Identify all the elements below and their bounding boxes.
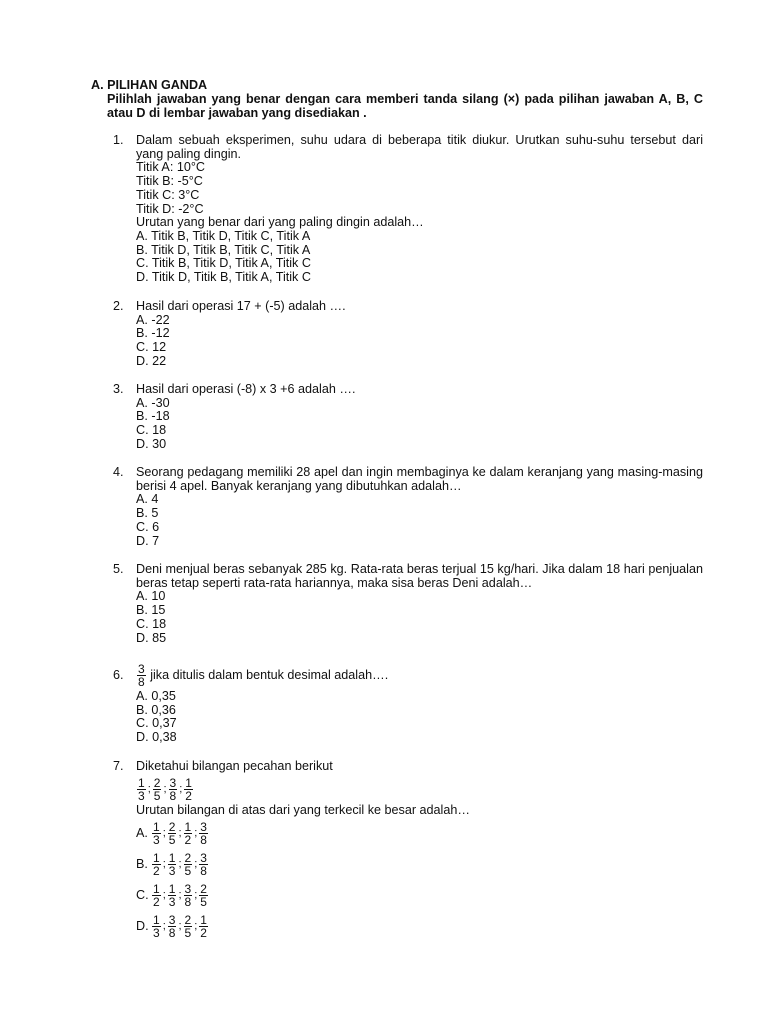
- fraction-numerator: 1: [153, 850, 160, 865]
- fraction-separator: ;: [163, 783, 167, 796]
- fraction-separator: ;: [162, 888, 166, 901]
- section-header: [91, 78, 703, 120]
- question-text: [136, 660, 703, 690]
- answer-option: B. 15: [136, 603, 166, 618]
- fraction-numerator: 1: [153, 881, 160, 896]
- fraction-denominator: 8: [168, 925, 176, 940]
- question-4: [113, 466, 703, 548]
- fraction-denominator: 8: [184, 894, 192, 909]
- fraction-denominator: 5: [184, 925, 192, 940]
- fraction: [184, 914, 193, 939]
- fraction-numerator: 1: [200, 912, 207, 927]
- question-number: 4.: [113, 465, 124, 479]
- fraction-denominator: 5: [184, 863, 192, 878]
- fraction-separator: ;: [178, 888, 182, 901]
- fraction: [184, 821, 193, 846]
- question-text: Seorang pedagang memiliki 28 apel dan ingin membaginya ke dalam keranjang yang masing-masing berisi 4 apel. Banyak keranjang yang dibutuhkan adalah…: [136, 465, 703, 493]
- fraction: [199, 821, 208, 846]
- answer-option: D. $\frac{1}{3}$ ; $\frac{3}{8}$ ; $\frac{2}{5}$ ; $\frac{1}{2}$: [136, 912, 207, 940]
- fraction-separator: ;: [178, 857, 182, 870]
- fraction-denominator: 3: [168, 863, 176, 878]
- fraction-separator: ;: [178, 919, 182, 932]
- fraction-denominator: 8: [138, 675, 145, 690]
- answer-option: D. 22: [136, 353, 167, 368]
- question-text: Titik A: 10°C: [136, 160, 205, 175]
- fraction-separator: ;: [162, 826, 166, 839]
- fraction-separator: ;: [194, 857, 198, 870]
- fraction: [152, 914, 161, 939]
- answer-option: B. $\frac{1}{2}$ ; $\frac{1}{3}$ ; $\frac{2}{5}$ ; $\frac{3}{8}$: [136, 850, 207, 878]
- fraction: [168, 914, 177, 939]
- fraction-numerator: 1: [153, 912, 160, 927]
- answer-option: D. 7: [136, 533, 160, 548]
- given-fractions: [136, 774, 703, 804]
- fraction-denominator: 5: [200, 894, 207, 909]
- answer-option: B. 0,36: [136, 702, 176, 717]
- fraction-separator: ;: [194, 826, 198, 839]
- answer-option: C. Titik B, Titik D, Titik A, Titik C: [136, 256, 311, 271]
- answer-option: D. 85: [136, 630, 167, 645]
- fraction-numerator: 1: [138, 775, 145, 790]
- answer-option: A. 10: [136, 589, 166, 604]
- fraction-denominator: 3: [168, 894, 176, 909]
- fraction-denominator: 2: [185, 788, 192, 803]
- fraction-separator: ;: [162, 919, 166, 932]
- fraction-numerator: 3: [200, 819, 207, 834]
- fraction-numerator: 1: [184, 819, 192, 834]
- answer-option: D. 0,38: [136, 730, 177, 745]
- question-number: 3.: [113, 382, 124, 396]
- fraction: [168, 821, 177, 846]
- fraction: [168, 883, 177, 908]
- fraction-numerator: 1: [168, 881, 176, 896]
- question-text: Urutan bilangan di atas dari yang terkecil ke besar adalah…: [136, 802, 470, 817]
- answer-option: C. 18: [136, 423, 167, 438]
- fraction: [199, 852, 208, 877]
- fraction-denominator: 5: [168, 832, 176, 847]
- section-title: A. PILIHAN GANDA: [91, 78, 208, 92]
- fraction: [152, 883, 161, 908]
- fraction-numerator: 3: [168, 912, 176, 927]
- answer-option: C. 6: [136, 519, 160, 534]
- fraction-numerator: 2: [184, 850, 192, 865]
- question-text: Diketahui bilangan pecahan berikut: [136, 759, 333, 773]
- fraction-numerator: 3: [138, 662, 145, 677]
- fraction-numerator: 2: [168, 819, 176, 834]
- fraction: [168, 852, 177, 877]
- fraction-numerator: 2: [153, 775, 161, 790]
- fraction-separator: ;: [194, 919, 198, 932]
- fraction-separator: ;: [194, 888, 198, 901]
- fraction-denominator: 8: [169, 788, 177, 803]
- fraction-numerator: 1: [185, 775, 192, 790]
- answer-option: A. 4: [136, 492, 159, 507]
- fraction-numerator: 2: [200, 881, 207, 896]
- question-number: 2.: [113, 299, 124, 313]
- fraction-numerator: 3: [184, 881, 192, 896]
- question-text: Urutan yang benar dari yang paling dingin adalah…: [136, 215, 424, 230]
- fraction: [152, 852, 161, 877]
- question-text: Titik C: 3°C: [136, 187, 200, 202]
- fraction-separator: ;: [179, 783, 183, 796]
- fraction: [184, 777, 193, 802]
- fraction-separator: ;: [162, 857, 166, 870]
- fraction: [199, 883, 208, 908]
- answer-option: B. -12: [136, 326, 170, 341]
- question-5: [113, 563, 703, 645]
- section-instruction: Pilihlah jawaban yang benar dengan cara memberi tanda silang (×) pada pilihan jawaban A, B, C atau D di lembar jawaban yang disediakan .: [107, 92, 703, 120]
- question-2: [113, 300, 703, 369]
- question-7: [113, 760, 703, 941]
- fraction-numerator: 2: [184, 912, 192, 927]
- answer-option: B. Titik D, Titik B, Titik C, Titik A: [136, 242, 311, 257]
- question-text-rest: jika ditulis dalam bentuk desimal adalah….: [150, 668, 389, 682]
- fraction-denominator: 2: [184, 832, 192, 847]
- answer-option: C. 12: [136, 340, 167, 355]
- question-text: Hasil dari operasi 17 + (-5) adalah ….: [136, 299, 346, 313]
- answer-option: B. -18: [136, 409, 170, 424]
- answer-option: A. -22: [136, 312, 170, 327]
- fraction: [137, 663, 146, 688]
- fraction-separator: ;: [147, 783, 151, 796]
- fraction: [153, 777, 162, 802]
- fraction-denominator: 2: [200, 925, 207, 940]
- fraction-numerator: 1: [153, 819, 160, 834]
- fraction-denominator: 3: [153, 925, 160, 940]
- question-text: Dalam sebuah eksperimen, suhu udara di beberapa titik diukur. Urutkan suhu-suhu tersebut dari yang paling dingin.: [136, 133, 703, 161]
- answer-option: C. 0,37: [136, 716, 177, 731]
- fraction-denominator: 3: [138, 788, 145, 803]
- answer-option: A. Titik B, Titik D, Titik C, Titik A: [136, 228, 311, 243]
- question-text: Titik B: -5°C: [136, 174, 203, 189]
- fraction: [152, 821, 161, 846]
- answer-option: D. Titik D, Titik B, Titik A, Titik C: [136, 270, 311, 285]
- question-text: Deni menjual beras sebanyak 285 kg. Rata-rata beras terjual 15 kg/hari. Jika dalam 18 hari penjualan beras tetap seperti rata-rata hariannya, maka sisa beras Deni adalah…: [136, 562, 703, 590]
- question-number: 1.: [113, 133, 124, 147]
- answer-option: C. $\frac{1}{2}$ ; $\frac{1}{3}$ ; $\frac{3}{8}$ ; $\frac{2}{5}$: [136, 881, 207, 909]
- question-text: Titik D: -2°C: [136, 201, 204, 216]
- answer-option: A. 0,35: [136, 689, 176, 703]
- answer-option: D. 30: [136, 436, 167, 451]
- question-text: Hasil dari operasi (-8) x 3 +6 adalah ….: [136, 382, 356, 396]
- question-1: [113, 134, 703, 285]
- fraction-denominator: 2: [153, 894, 160, 909]
- answer-option: A. -30: [136, 395, 170, 410]
- fraction-denominator: 3: [153, 832, 160, 847]
- fraction-denominator: 2: [153, 863, 160, 878]
- answer-option: B. 5: [136, 506, 159, 521]
- question-6: [113, 660, 703, 745]
- fraction-numerator: 3: [200, 850, 207, 865]
- fraction-separator: ;: [178, 826, 182, 839]
- fraction: [184, 852, 193, 877]
- question-3: [113, 383, 703, 452]
- fraction-denominator: 8: [200, 832, 207, 847]
- fraction-denominator: 5: [153, 788, 161, 803]
- fraction: [169, 777, 178, 802]
- fraction-numerator: 3: [169, 775, 177, 790]
- fraction: [199, 914, 208, 939]
- fraction: [184, 883, 193, 908]
- fraction-denominator: 8: [200, 863, 207, 878]
- answer-option: A. $\frac{1}{3}$ ; $\frac{2}{5}$ ; $\frac{1}{2}$ ; $\frac{3}{8}$: [136, 819, 207, 847]
- question-number: 5.: [113, 562, 124, 576]
- fraction-numerator: 1: [168, 850, 176, 865]
- fraction: [137, 777, 146, 802]
- question-number: 7.: [113, 759, 124, 773]
- answer-option: C. 18: [136, 616, 167, 631]
- question-number: 6.: [113, 668, 124, 682]
